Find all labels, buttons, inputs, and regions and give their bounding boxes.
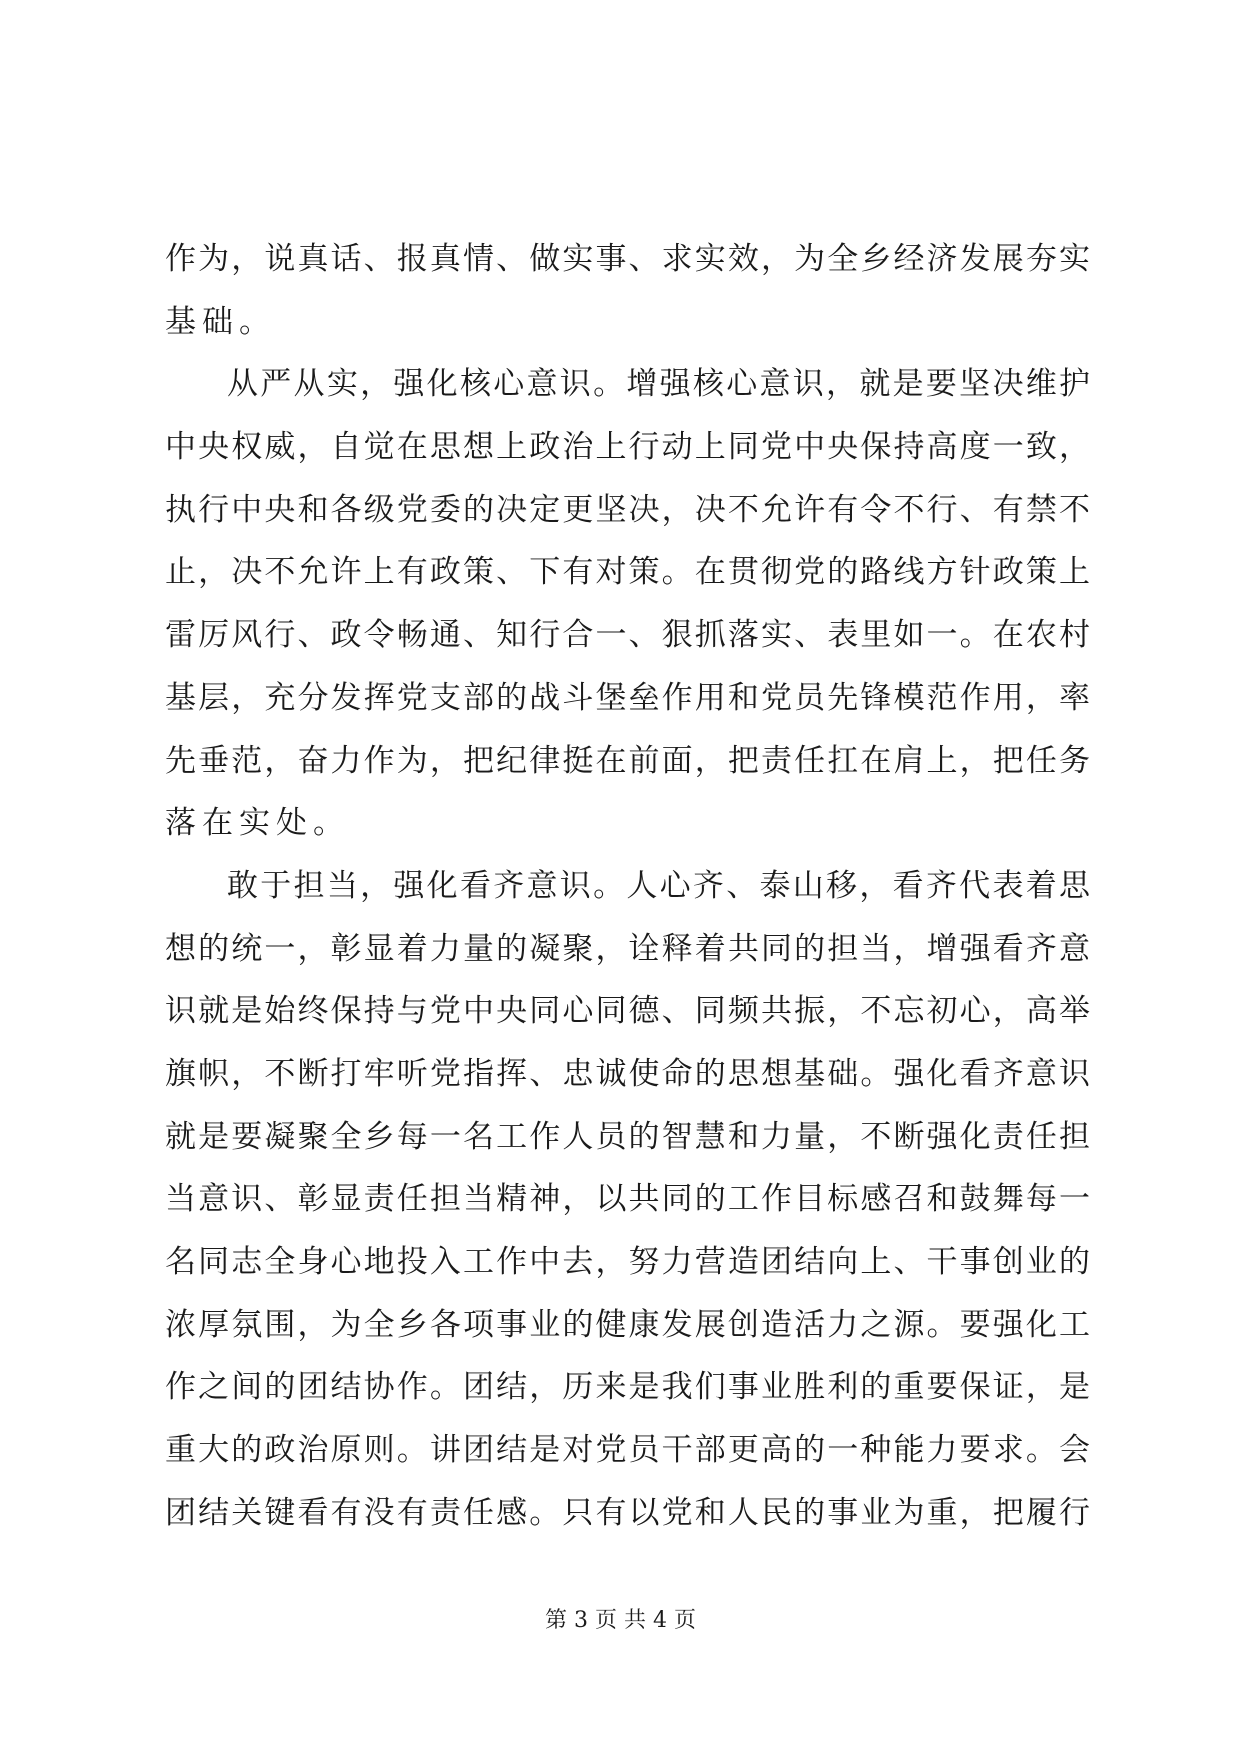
text-line: 先垂范，奋力作为，把纪律挺在前面，把责任扛在肩上，把任务 <box>165 742 1091 779</box>
text-line: 基础。 <box>165 303 276 340</box>
text-line: 落在实处。 <box>165 805 350 842</box>
text-line: 识就是始终保持与党中央同心同德、同频共振，不忘初心，高举 <box>165 993 1091 1030</box>
text-line: 浓厚氛围，为全乡各项事业的健康发展创造活力之源。要强化工 <box>165 1306 1091 1343</box>
paragraph-start-line: 从严从实，强化核心意识。增强核心意识，就是要坚决维护 <box>227 366 1091 403</box>
text-line: 旗帜，不断打牢听党指挥、忠诚使命的思想基础。强化看齐意识 <box>165 1055 1091 1092</box>
text-line: 基层，充分发挥党支部的战斗堡垒作用和党员先锋模范作用，率 <box>165 679 1091 716</box>
text-line: 作为，说真话、报真情、做实事、求实效，为全乡经济发展夯实 <box>165 241 1091 277</box>
text-line: 想的统一，彰显着力量的凝聚，诠释着共同的担当，增强看齐意 <box>165 930 1091 967</box>
text-line: 作之间的团结协作。团结，历来是我们事业胜利的重要保证，是 <box>165 1369 1091 1406</box>
text-line: 当意识、彰显责任担当精神，以共同的工作目标感召和鼓舞每一 <box>165 1181 1091 1218</box>
text-line: 雷厉风行、政令畅通、知行合一、狠抓落实、表里如一。在农村 <box>165 617 1091 654</box>
page-number-footer: 第 3 页 共 4 页 <box>545 1608 696 1633</box>
text-line: 止，决不允许上有政策、下有对策。在贯彻党的路线方针政策上 <box>165 554 1091 591</box>
text-line: 中央权威，自觉在思想上政治上行动上同党中央保持高度一致， <box>165 429 1091 466</box>
text-line: 团结关键看有没有责任感。只有以党和人民的事业为重，把履行 <box>165 1494 1091 1531</box>
text-line: 名同志全身心地投入工作中去，努力营造团结向上、干事创业的 <box>165 1244 1091 1280</box>
text-line: 执行中央和各级党委的决定更坚决，决不允许有令不行、有禁不 <box>165 491 1091 528</box>
document-body <box>165 228 1091 1544</box>
text-line: 重大的政治原则。讲团结是对党员干部更高的一种能力要求。会 <box>165 1432 1091 1469</box>
text-line: 就是要凝聚全乡每一名工作人员的智慧和力量，不断强化责任担 <box>165 1118 1091 1155</box>
paragraph-start-line: 敢于担当，强化看齐意识。人心齐、泰山移，看齐代表着思 <box>227 867 1091 904</box>
